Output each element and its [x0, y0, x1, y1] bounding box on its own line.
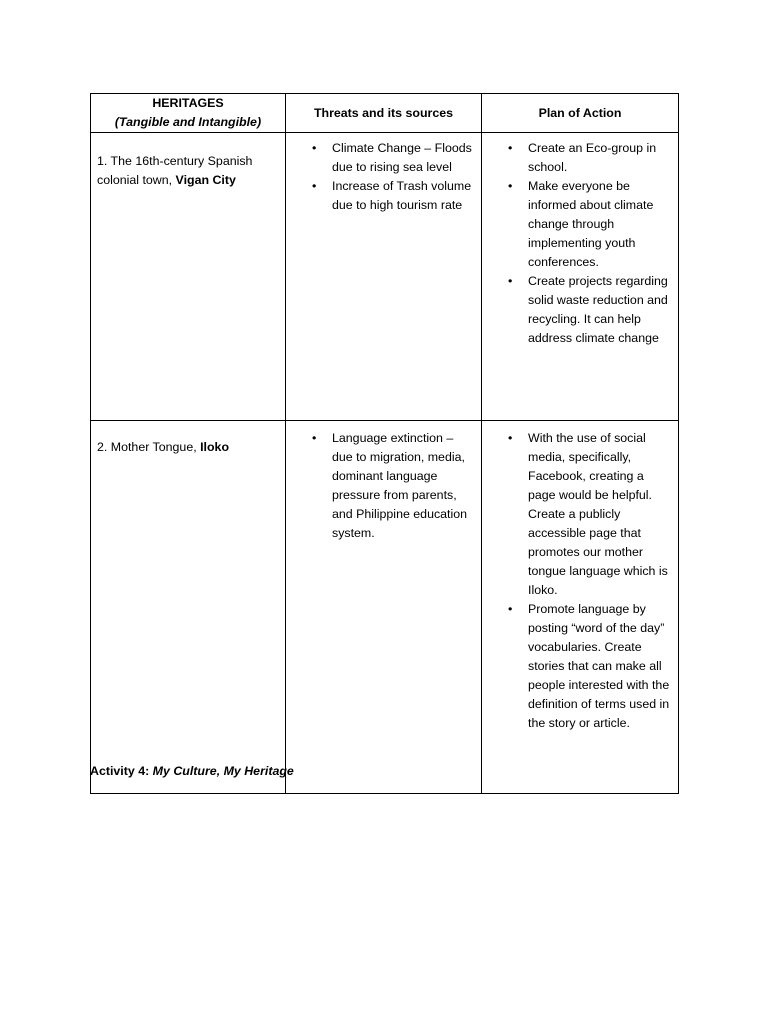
heritage-cell [91, 421, 286, 794]
caption-title: My Culture, My Heritage [152, 764, 294, 778]
plan-cell [482, 421, 679, 794]
list-item: • Make everyone be informed about climate change through implementing youth conferences. [488, 177, 672, 272]
table-header-row [91, 94, 679, 133]
threats-cell [286, 421, 482, 794]
list-item: • Promote language by posting “word of the day” vocabularies. Create stories that can make all people interested with the definition of terms used in the story or article. [488, 600, 672, 733]
caption-label: Activity 4: [90, 764, 153, 778]
plan-list [488, 429, 672, 733]
heritage-name: Iloko [200, 440, 230, 454]
threats-list [292, 429, 475, 543]
header-plan: Plan of Action [482, 94, 679, 133]
list-item: • Create projects regarding solid waste reduction and recycling. It can help address climate change [488, 272, 672, 348]
heritage-name: Vigan City [175, 173, 236, 187]
list-item: • Climate Change – Floods due to rising sea level [292, 139, 475, 177]
heritage-table [90, 93, 679, 794]
list-item: • Language extinction – due to migration, media, dominant language pressure from parents, and Philippine education system. [292, 429, 475, 543]
plan-list [488, 139, 672, 348]
activity-caption [90, 762, 294, 780]
plan-cell [482, 133, 679, 421]
header-heritages-sub: (Tangible and Intangible) [114, 115, 262, 129]
list-item: • Increase of Trash volume due to high tourism rate [292, 177, 475, 215]
heritage-cell [91, 133, 286, 421]
table-row [91, 421, 679, 794]
heritage-prefix: 1. The 16th-century Spanish colonial town, [97, 154, 253, 187]
list-item: • Create an Eco-group in school. [488, 139, 672, 177]
list-item: • With the use of social media, specifically, Facebook, creating a page would be helpful. Create a publicly accessible page that promotes our mother tongue language which is Iloko. [488, 429, 672, 600]
header-heritages [91, 94, 286, 133]
table-row [91, 133, 679, 421]
threats-cell [286, 133, 482, 421]
header-heritages-label: HERITAGES [152, 96, 224, 110]
threats-list [292, 139, 475, 215]
header-threats: Threats and its sources [286, 94, 482, 133]
heritage-prefix: 2. Mother Tongue, [97, 440, 201, 454]
